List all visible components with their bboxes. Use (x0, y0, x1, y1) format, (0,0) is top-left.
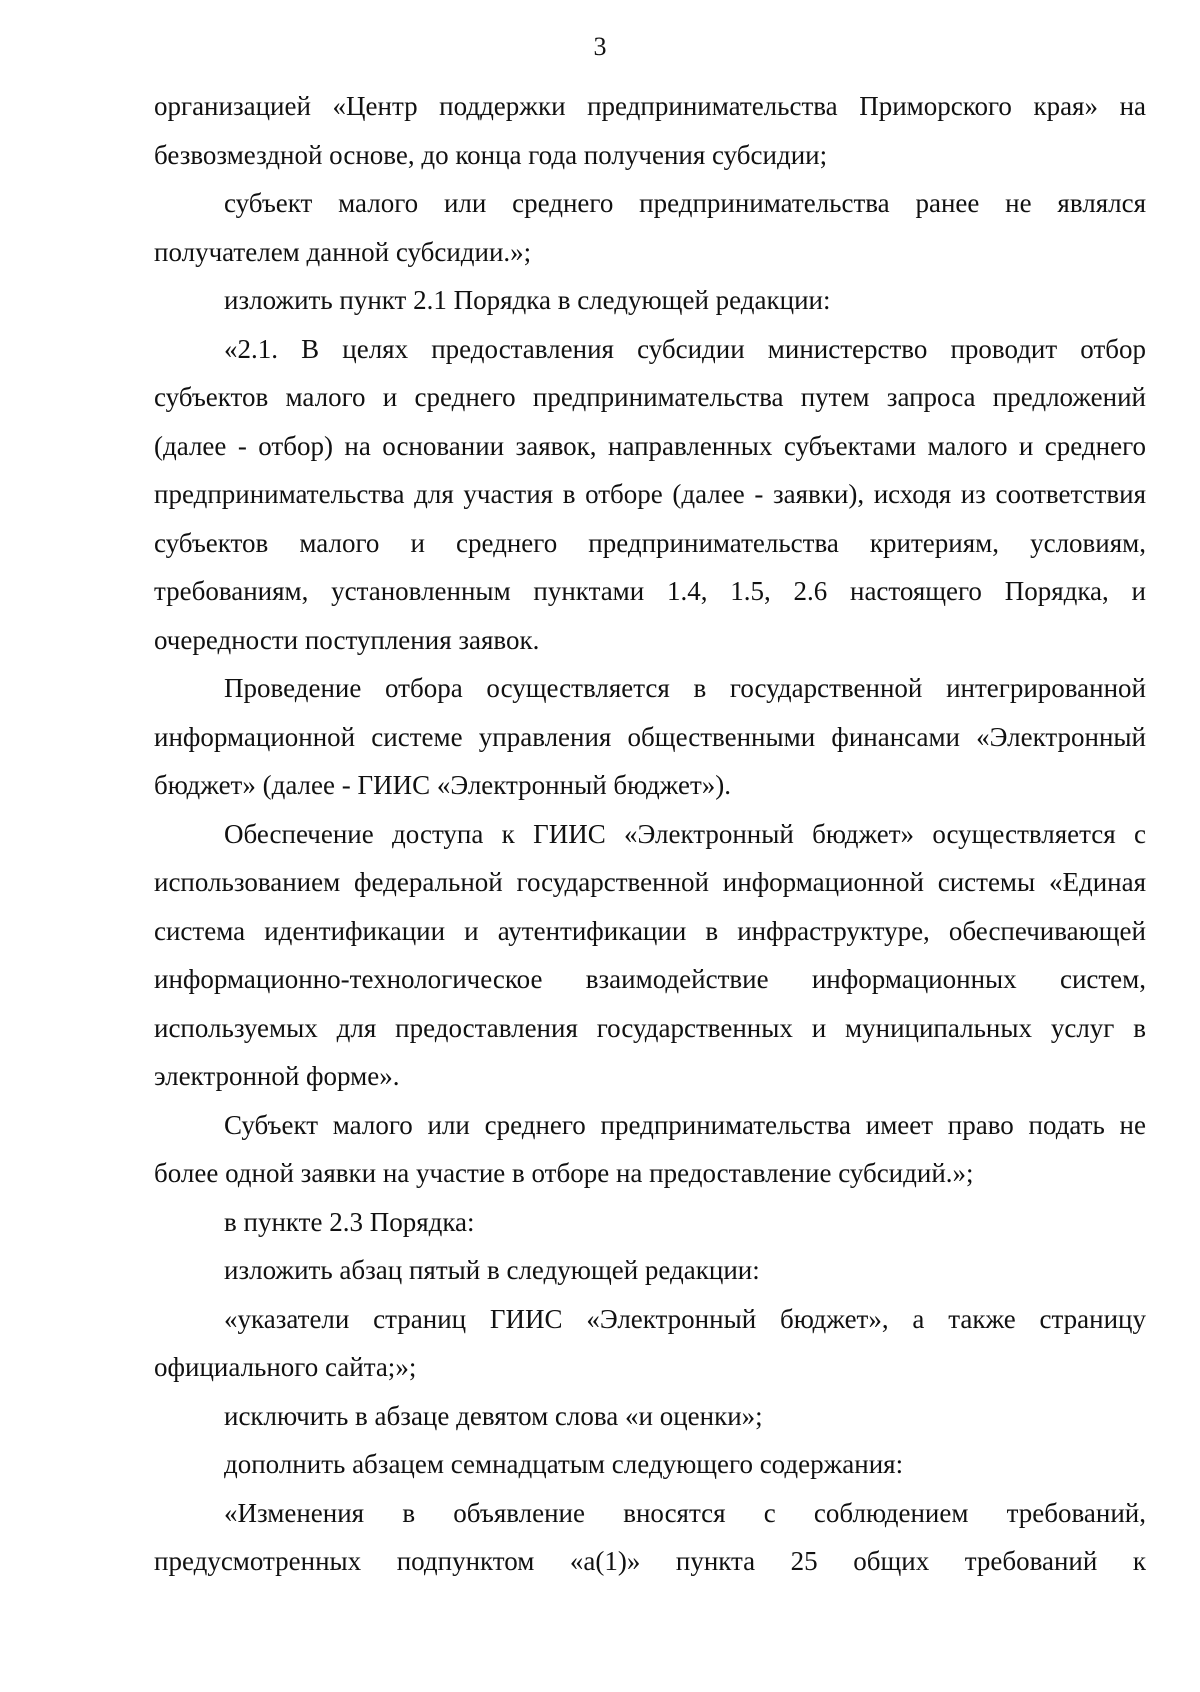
document-body (154, 82, 1146, 1586)
paragraph: «Изменения в объявление вносятся с соблюдением требований, предусмотренных подпунктом «а(1)» пункта 25 общих требований к (154, 1497, 1146, 1576)
paragraph: Проведение отбора осуществляется в государственной интегрированной информационной системе управления общественными финансами «Электронный бюджет» (далее - ГИИС «Электронный бюджет»). (154, 673, 1146, 800)
paragraph: дополнить абзацем семнадцатым следующего содержания: (224, 1449, 904, 1479)
page-number: 3 (593, 32, 607, 61)
paragraph: Субъект малого или среднего предпринимательства имеет право подать не более одной заявки на участие в отборе на предоставление субсидий.»; (154, 1109, 1146, 1188)
paragraph: субъект малого или среднего предпринимательства ранее не являлся получателем данной субсидии.»; (154, 188, 1146, 267)
paragraph: «2.1. В целях предоставления субсидии министерство проводит отбор субъектов малого и среднего предпринимательства путем запроса предложений (далее - отбор) на основании заявок, направленных субъектами малого и среднего предпринимательства для участия в отборе (далее - заявки), исходя из соответствия субъектов малого и среднего предпринимательства критериям, условиям, требованиям, установленным пунктами 1.4, 1.5, 2.6 настоящего Порядка, и очередности поступления заявок. (154, 333, 1146, 655)
paragraph: организацией «Центр поддержки предпринимательства Приморского края» на безвозмездной основе, до конца года получения субсидии; (154, 91, 1146, 170)
paragraph: изложить абзац пятый в следующей редакции: (224, 1255, 760, 1285)
paragraph: «указатели страниц ГИИС «Электронный бюджет», а также страницу официального сайта;»; (154, 1303, 1146, 1382)
paragraph: исключить в абзаце девятом слова «и оценки»; (224, 1400, 763, 1431)
paragraph: изложить пункт 2.1 Порядка в следующей редакции: (224, 285, 831, 315)
paragraph: в пункте 2.3 Порядка: (224, 1206, 475, 1237)
paragraph: Обеспечение доступа к ГИИС «Электронный бюджет» осуществляется с использованием федеральной государственной информационной системы «Единая система идентификации и аутентификации в инфраструктуре, обеспечивающей информационно-технологическое взаимодействие информационных систем, используемых для предоставления государственных и муниципальных услуг в электронной форме». (154, 818, 1146, 1091)
